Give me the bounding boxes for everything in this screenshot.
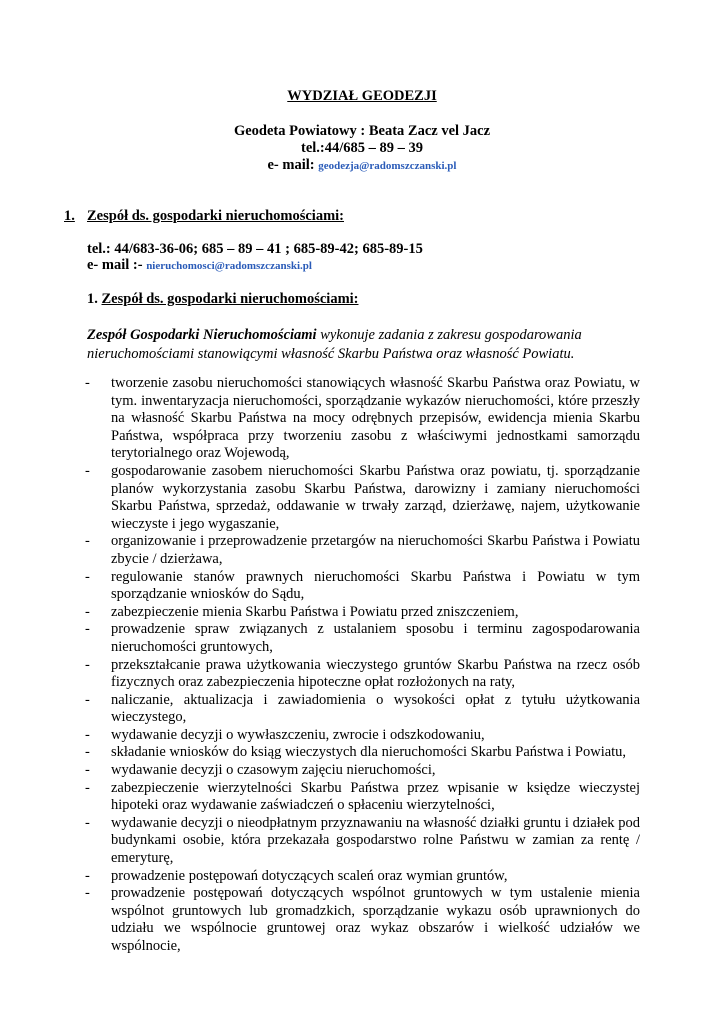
bullet-dash: -	[85, 726, 90, 743]
list-item	[85, 533, 640, 568]
list-item-text: prowadzenie postępowań dotyczących wspólnot gruntowych w tym ustalenie mienia wspólnot gruntowych lub gromadzkich, sporządzanie wykazu osób uprawnionych do udziału we wspólnocie gruntowej oraz wykaz obszarów i wielkość udziałów we wspólnocie,	[111, 885, 640, 954]
geodeta-phone: tel.:44/685 – 89 – 39	[300, 140, 424, 156]
list-item	[85, 727, 640, 745]
list-item	[85, 621, 640, 656]
intro-line-1	[87, 326, 647, 344]
section-email-line	[87, 256, 312, 275]
list-item-text: wydawanie decyzji o czasowym zajęciu nieruchomości,	[111, 762, 436, 779]
section-email-link[interactable]: nieruchomosci@radomszczanski.pl	[146, 260, 312, 272]
bullet-dash: -	[85, 867, 90, 884]
bullet-dash: -	[85, 462, 90, 479]
list-item	[85, 463, 640, 533]
list-item	[85, 375, 640, 463]
intro-line-2: nieruchomościami stanowiącymi własność Skarbu Państwa oraz własność Powiatu.	[87, 346, 575, 362]
list-item-text: przekształcanie prawa użytkowania wieczystego gruntów Skarbu Państwa na rzecz osób fizycznych oraz zabezpieczenia hipoteczne opłat rozłożonych na raty,	[111, 656, 640, 691]
list-item	[85, 885, 640, 955]
section-number: 1.	[64, 208, 75, 224]
tasks-list	[85, 375, 640, 956]
section-phones: tel.: 44/683-36-06; 685 – 89 – 41 ; 685-89-42; 685-89-15	[87, 241, 423, 257]
page-title: WYDZIAŁ GEODEZJI	[287, 88, 437, 104]
list-item-text: składanie wniosków do ksiąg wieczystych dla nieruchomości Skarbu Państwa i Powiatu,	[111, 744, 627, 761]
list-item-text: tworzenie zasobu nieruchomości stanowiących własność Skarbu Państwa oraz Powiatu, w tym. inwentaryzacja nieruchomości, sporządzanie wykazów nieruchomości, które przeszły na własność Skarbu Państwa na mocy odrębnych przepisów, ewidencja mienia Skarbu Państwa, współpraca przy tworzeniu zasobu z właściwymi jednostkami samorządu terytorialnego oraz Wojewodą,	[111, 375, 640, 462]
list-item	[85, 569, 640, 604]
bullet-dash: -	[85, 814, 90, 831]
bullet-dash: -	[85, 568, 90, 585]
section-heading-repeat	[87, 290, 359, 308]
list-item	[85, 815, 640, 868]
geodeta-email-line	[0, 156, 724, 175]
bullet-dash: -	[85, 621, 90, 638]
list-item-text: prowadzenie spraw związanych z ustalaniem sposobu i terminu zagospodarowania nieruchomości gruntowych,	[111, 621, 640, 655]
list-item-text: prowadzenie postępowań dotyczących scaleń oraz wymian gruntów,	[111, 867, 508, 884]
section-number-repeat: 1.	[87, 291, 98, 307]
list-item-text: gospodarowanie zasobem nieruchomości Skarbu Państwa oraz powiatu, tj. sporządzanie planów wykorzystania zasobu Skarbu Państwa, darowizny i zamiany nieruchomości Skarbu Państwa, sprzedaż, oddawanie w trwały zarząd, dzierżawę, najem, użytkowanie wieczyste i jego wygaszanie,	[111, 462, 640, 532]
geodeta-email-link[interactable]: geodezja@radomszczanski.pl	[318, 160, 457, 172]
bullet-dash: -	[85, 762, 90, 779]
list-item	[85, 657, 640, 692]
bullet-dash: -	[85, 603, 90, 620]
list-item	[85, 780, 640, 815]
list-item-text: naliczanie, aktualizacja i zawiadomienia o wysokości opłat z tytułu użytkowania wieczystego,	[111, 691, 640, 726]
list-item-text: zabezpieczenie mienia Skarbu Państwa i Powiatu przed zniszczeniem,	[111, 603, 519, 620]
list-item-text: regulowanie stanów prawnych nieruchomości Skarbu Państwa i Powiatu w tym sporządzanie wniosków do Sądu,	[111, 568, 640, 603]
geodeta-line: Geodeta Powiatowy : Beata Zacz vel Jacz	[233, 123, 491, 139]
bullet-dash: -	[85, 691, 90, 708]
bullet-dash: -	[85, 779, 90, 796]
list-item	[85, 692, 640, 727]
bullet-dash: -	[85, 885, 90, 902]
bullet-dash: -	[85, 744, 90, 761]
section-email-label: e- mail :-	[87, 257, 143, 273]
section-heading: Zespół ds. gospodarki nieruchomościami:	[87, 208, 344, 224]
list-item	[85, 604, 640, 622]
list-item-text: wydawanie decyzji o wywłaszczeniu, zwrocie i odszkodowaniu,	[111, 726, 485, 743]
list-item-text: zabezpieczenie wierzytelności Skarbu Państwa przez wpisanie w księdze wieczystej hipoteki oraz wydawanie zaświadczeń o spłaceniu wierzytelności,	[111, 779, 640, 814]
intro-paragraph	[87, 326, 647, 363]
list-item	[85, 744, 640, 762]
bullet-dash: -	[85, 375, 90, 391]
list-item	[85, 868, 640, 886]
intro-bold: Zespół Gospodarki Nieruchomościami	[87, 327, 317, 343]
intro-rest: wykonuje zadania z zakresu gospodarowania	[316, 327, 582, 343]
bullet-dash: -	[85, 533, 90, 550]
list-item	[85, 762, 640, 780]
list-item-text: wydawanie decyzji o nieodpłatnym przyznawaniu na własność działki gruntu i działek pod budynkami osobie, która przekazała gospodarstwo rolne Państwu w zamian za rentę / emeryturę,	[111, 814, 640, 867]
email-label: e- mail:	[267, 157, 315, 173]
section-heading-repeat-text: Zespół ds. gospodarki nieruchomościami:	[101, 291, 359, 307]
list-item-text: organizowanie i przeprowadzenie przetargów na nieruchomości Skarbu Państwa i Powiatu zbycie / dzierżawa,	[111, 533, 640, 567]
bullet-dash: -	[85, 656, 90, 673]
